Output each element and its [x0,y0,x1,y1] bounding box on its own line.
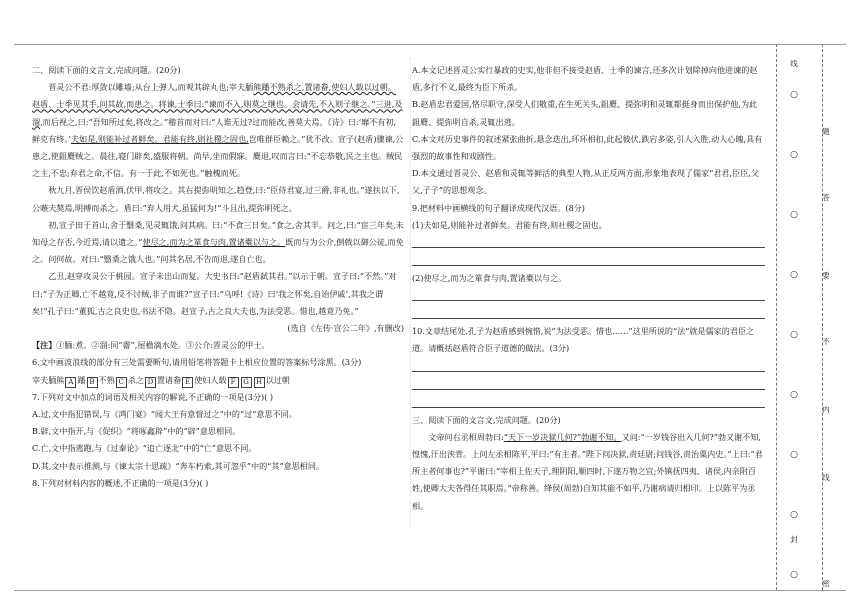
left-column [32,62,404,492]
answer-line[interactable] [412,394,765,408]
q7-option-d: D.其,文中表示推测,与《谏太宗十思疏》“奔车朽索,其可忽乎”中的“其”意思相同。 [32,460,325,471]
answer-line[interactable] [412,305,765,319]
section-title: 二、阅读下面的文言文,完成问题。(20分) [32,65,181,75]
question-9-1: (1)夫如是,则能补过者鲜矣。君能有终,则社稷之固也。 [412,219,607,230]
binding-circle: ○ [790,450,798,460]
answer-box-g[interactable]: G [241,377,252,388]
answer-box-b[interactable]: B [87,377,98,388]
answer-box-c[interactable]: C [116,377,127,388]
answer-line[interactable] [412,358,765,372]
q7-option-c: C.亡,文中指逃跑,与《过秦论》“追亡逐北”中的“亡”意思不同。 [32,443,257,454]
source-citation: (选自《左传·宣公二年》,有删改) [287,323,404,334]
question-6: 6.文中画波浪线的部分有三处需要断句,请用铅笔将答题卡上相应位置的答案标号涂黑。(3分) [32,357,362,368]
binding-circle: ○ [790,270,798,280]
binding-label: 答 [822,193,830,202]
answer-box-e[interactable]: E [182,377,193,388]
question-9-2: (2)使尽之,而为之箪食与肉,置诸橐以与之。 [412,273,567,284]
passage-paragraph-3: 初,宣子田于首山,舍于翳桑,见灵辄饿,问其病。曰:“不食三日矣。”食之,舍其半。问之,曰:“宦三年矣,未知母之存否,今近焉,请以遗之。”使尽之,而为之箪食与肉,置诸橐以与之。既而与为公介,倒戟以御公徒,而免之。问何故。对曰:“翳桑之饿人也。”问其名居,不告而退,遂自亡也。 [32,219,404,265]
q7-option-b: B.辟,文中指开,与《促织》“将啄鑫辟”中的“辟”意思相同。 [32,426,241,437]
answer-line[interactable] [412,287,765,301]
binding-circle: ○ [790,510,798,520]
binding-circle: ○ [790,390,798,400]
binding-label: 内 [822,405,830,414]
question-10: 10.文章结尾处,孔子为赵盾感到惋惜,说“为法受恶。惜也……”这里所说的“法”就是儒家的君臣之道。请概括赵盾符合臣子道德的做法。(3分) [412,326,755,354]
column-divider [410,58,411,528]
question-9: 9.把材料中画横线的句子翻译成现代汉语。(8分) [412,202,585,213]
answer-line[interactable] [412,376,765,390]
binding-label: 密 [822,579,830,588]
binding-circle: ○ [790,330,798,340]
wavy-segment: 熊蹯不熟杀之,置诸畚,使妇人载以过朝。赵盾、士季见其手,问其故,而患之。将谏,士季曰:“谏而不入,则莫之继也。会请先,不入则子继之。”三进,及溜 [32,82,403,127]
binding-strip [772,44,846,590]
answer-box-d[interactable]: D [145,377,156,388]
passage-paragraph-4: 乙丑,赵穿攻灵公于桃园。宣子未出山而复。大史书曰:“赵盾弑其君。”以示于朝。宣子曰:“不然。”对曰:“子为正卿,亡不越竟,反不讨贼,非子而谁?”宣子曰:“乌呼!《诗》曰‘我之怀矣,自诒伊戚’,其我之谓矣!”孔子曰:“董狐,古之良史也,书法不隐。赵宣子,古之良大夫也,为法受恶。惜也,越竟乃免。” [32,271,397,316]
binding-label: 线 [822,473,830,482]
underlined-sentence-2: 使尽之,而为之箪食与肉,置诸橐以与之。 [142,237,286,248]
q8-option-a: A.本文记述晋灵公实行暴政的史实,他非但不接受赵盾、士季的谏言,还多次计划除掉向他进谏的赵盾,多行不义,最终为臣下所杀。 [412,65,758,93]
underlined-sentence-3: “天下一岁决狱几何?”勃谢不知。 [503,431,622,442]
answer-box-f[interactable]: F [228,377,239,388]
underlined-sentence-1: 夫如是,则能补过者鲜矣。君能有终,则社稷之固也, [71,133,249,144]
binding-label: 不 [822,337,830,346]
binding-label: 封 [790,535,798,544]
passage-paragraph-2: 秋九月,晋侯饮赵盾酒,伏甲,将攻之。其右提弥明知之,趋登,曰:“臣侍君宴,过三爵,非礼也。”遂扶以下,公嗾夫獒焉,明搏而杀之。盾曰:“弃人用犬,虽猛何为!”斗且出,提弥明死之。 [32,185,400,213]
answer-box-a[interactable]: A [65,377,76,388]
q7-option-a: A.过,文中指犯错误,与《鸿门宴》“闻大王有意督过之”中的“过”意思不同。 [32,409,297,420]
right-column [412,62,765,515]
q8-option-c: C.本文对历史事件的叙述紧张曲折,悬念迭出,环环相扣,此起彼伏,跌宕多姿,引人入胜,动人心魄,具有强烈的故事性和戏剧性。 [412,133,763,162]
cut-line [776,44,777,590]
q6-answer-row: 宰夫胹熊 A 蹯 B 不熟 C 杀之 D 置诸畚 E 使妇人载 F G H 以过朝 [32,374,290,386]
answer-line[interactable] [412,234,765,248]
answer-box-h[interactable]: H [254,377,265,388]
question-7: 7.下列对文中加点的词语及相关内容的解说,不正确的一项是(3分)( ) [32,391,274,402]
binding-circle: ○ [790,90,798,100]
section-3-title: 三、阅读下面的文言文,完成问题。(20分) [412,414,561,425]
question-8: 8.下列对材料内容的概述,不正确的一项是(3分)( ) [32,477,209,488]
binding-label: 要 [822,271,830,280]
answer-line[interactable] [412,252,765,266]
binding-label: 线 [790,59,798,68]
notes: 【注】①胹:煮。②溜:同“霤”,屋檐滴水处。③公介:晋灵公的甲士。 [32,340,270,351]
binding-circle: ○ [790,150,798,160]
passage-paragraph-1: 晋灵公不君:厚敛以雕墙;从台上弹人,而观其辟丸也;宰夫胹熊蹯不熟杀之,置诸畚,使妇人载以过朝。赵盾、士季见其手,问其故,而患之。将谏,士季曰:“谏而不入,则莫之继也。会请先,不入则子继之。”三进,及溜,而后视之,曰:“吾知所过矣,将改之。”稽首而对曰:“人谁无过?过而能改,善莫大焉。《诗》曰:‘靡不有初,鲜克有终。’夫如是,则能补过者鲜矣。君能有终,则社稷之固也,岂唯群臣赖之。”犹不改。宣子(赵盾)骤谏,公患之,使鉏麑贼之。晨往,寝门辟矣,盛服将朝。尚早,坐而假寐。麑退,叹而言曰:“不忘恭敬,民之主也。贼民之主,不忠;弃君之命,不信。有一于此,不如死也。”触槐而死。 [32,82,404,179]
top-border [14,44,846,45]
binding-circle: ○ [790,570,798,580]
binding-label: 题 [822,127,830,136]
bottom-border [14,590,846,591]
binding-circle: ○ [790,210,798,220]
q8-option-d: D.本文通过晋灵公、赵盾和灵辄等鲜活的典型人物,从正反两方面,形象地表现了儒家“君君,臣臣,父父,子子”的思想观念。 [412,168,759,196]
section-3-passage: 文帝问右丞相周勃曰:“天下一岁决狱几何?”勃谢不知。又问:“一岁钱谷出入几何?”勃又谢不知,惶愧,汗出浃背。上问左丞相陈平,平曰:“有主者。”陛下问决狱,责廷尉;问钱谷,责治粟内史。”上曰:“君所主者何事也?”平谢曰:“宰相上佐天子,理阴阳,顺四时,下遂万物之宜;外镇抚四夷、诸侯,内亲附百姓,使卿大夫各得任其职焉。”帝称善。绛侯(周勃)自知其能不如平,乃谢病请归相印。上以陈平为丞相。 [412,431,763,511]
q8-option-b: B.赵盾忠君爱国,恪尽职守,深受人们敬重,在生死关头,鉏麑、提弥明和灵辄都挺身而出保护他,为此鉏麑、提弥明自杀,灵辄出逃。 [412,99,758,127]
